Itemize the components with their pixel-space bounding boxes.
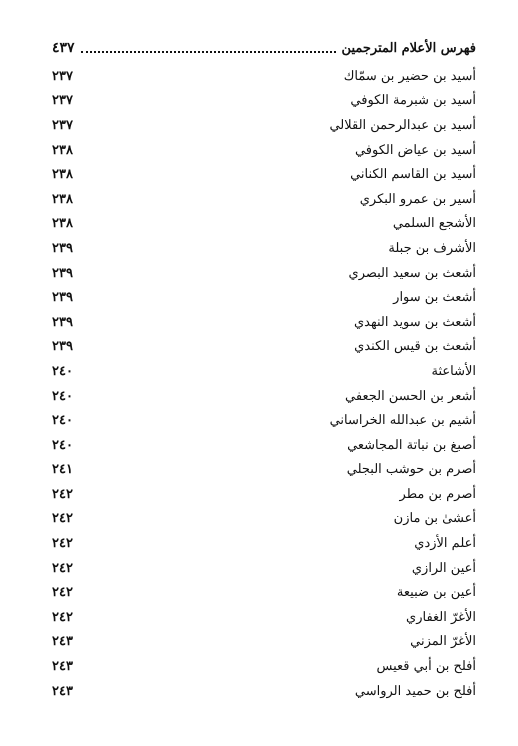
entry-name: أشعر بن الحسن الجعفي: [345, 388, 476, 404]
entry-page-number: ٢٤٢: [52, 585, 73, 601]
entry-page-number: ٢٣٧: [52, 117, 73, 133]
index-entry: [52, 654, 476, 679]
index-entry: [52, 556, 476, 581]
index-entry: [52, 138, 476, 163]
entry-name: أسيد بن شبرمة الكوفي: [350, 93, 476, 109]
entry-page-number: ٢٤٠: [52, 413, 73, 429]
entry-page-number: ٢٤٠: [52, 437, 73, 453]
entry-name: أعين بن ضبيعة: [396, 585, 476, 601]
index-entry: [52, 335, 476, 360]
entry-page-number: ٢٤٠: [52, 363, 73, 379]
entry-name: أصرم بن مطر: [399, 486, 476, 502]
entry-page-number: ٢٣٩: [52, 240, 73, 256]
dot-leader: [81, 51, 336, 53]
entry-name: الأغرّ الغفاري: [406, 609, 476, 625]
index-entry: [52, 679, 476, 704]
entry-page-number: ٢٤٣: [52, 683, 73, 699]
entry-page-number: ٢٣٧: [52, 68, 73, 84]
entry-name: أعلم الأزدي: [414, 536, 476, 552]
entry-page-number: ٢٤٢: [52, 536, 73, 552]
index-entry: [52, 408, 476, 433]
entry-name: أسيد بن عبدالرحمن القلالي: [329, 117, 476, 133]
index-entry: [52, 359, 476, 384]
entry-page-number: ٢٤٣: [52, 634, 73, 650]
index-entry: [52, 384, 476, 409]
page-number: ٤٣٧: [52, 40, 75, 56]
index-entry: [52, 212, 476, 237]
entry-name: أسير بن عمرو البكري: [359, 191, 476, 207]
entry-name: أشعث بن سوار: [393, 290, 476, 306]
entry-page-number: ٢٣٧: [52, 93, 73, 109]
entry-page-number: ٢٣٩: [52, 339, 73, 355]
entry-name: أسيد بن حضير بن سمّاك: [343, 68, 476, 84]
entry-page-number: ٢٤٢: [52, 486, 73, 502]
entry-page-number: ٢٤١: [52, 462, 73, 478]
entry-name: أشعث بن قيس الكندي: [354, 339, 476, 355]
entry-name: أعشىٰ بن مازن: [393, 511, 476, 527]
index-entry: [52, 482, 476, 507]
entry-name: أسيد بن عياض الكوفي: [354, 142, 476, 158]
entry-name: أسيد بن القاسم الكناني: [350, 167, 476, 183]
entry-name: أشعث بن سويد النهدي: [354, 314, 476, 330]
entry-name: الأشاعثة: [431, 363, 476, 379]
index-entry: [52, 64, 476, 89]
entry-name: أصبغ بن نباتة المجاشعي: [347, 437, 476, 453]
entry-page-number: ٢٤٢: [52, 511, 73, 527]
index-entry: [52, 113, 476, 138]
entry-page-number: ٢٤٢: [52, 560, 73, 576]
entry-page-number: ٢٤٣: [52, 659, 73, 675]
entry-name: الأشجع السلمي: [392, 216, 476, 232]
entry-page-number: ٢٣٩: [52, 314, 73, 330]
index-entry: [52, 187, 476, 212]
index-entry: [52, 261, 476, 286]
index-entry: [52, 458, 476, 483]
index-entries-list: [52, 64, 476, 703]
index-entry: [52, 605, 476, 630]
entry-name: أشعث بن سعيد البصري: [348, 265, 476, 281]
entry-name: أشيم بن عبدالله الخراساني: [329, 413, 476, 429]
index-entry: [52, 630, 476, 655]
running-title: فهرس الأعلام المترجمين: [341, 41, 476, 56]
index-entry: [52, 507, 476, 532]
index-entry: [52, 433, 476, 458]
index-entry: [52, 285, 476, 310]
entry-name: أفلح بن حميد الرواسي: [354, 683, 476, 699]
index-entry: [52, 162, 476, 187]
entry-page-number: ٢٣٩: [52, 290, 73, 306]
index-entry: [52, 89, 476, 114]
entry-page-number: ٢٣٨: [52, 216, 73, 232]
entry-page-number: ٢٣٩: [52, 265, 73, 281]
index-entry: [52, 236, 476, 261]
entry-name: أفلح بن أبي قعيس: [376, 659, 476, 675]
entry-page-number: ٢٣٨: [52, 142, 73, 158]
entry-page-number: ٢٣٨: [52, 167, 73, 183]
entry-name: الأشرف بن جبلة: [388, 240, 476, 256]
index-entry: [52, 310, 476, 335]
entry-page-number: ٢٣٨: [52, 191, 73, 207]
entry-name: أعين الرازي: [411, 560, 476, 576]
entry-name: الأغرّ المزني: [410, 634, 476, 650]
entry-name: أصرم بن حوشب البجلي: [346, 462, 476, 478]
entry-page-number: ٢٤٠: [52, 388, 73, 404]
entry-page-number: ٢٤٢: [52, 609, 73, 625]
index-entry: [52, 580, 476, 605]
index-entry: [52, 531, 476, 556]
page-header: [52, 34, 476, 56]
